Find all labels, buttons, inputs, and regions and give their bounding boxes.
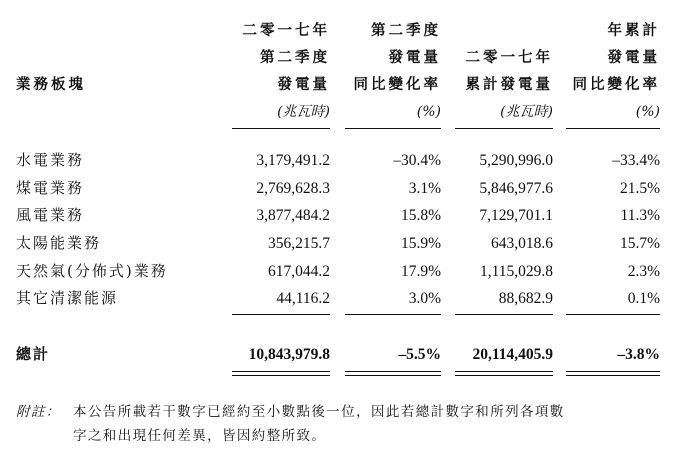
note-label: 附註： [16,404,61,420]
row-wind-ytd-generation: 7,129,701.1 [479,207,553,224]
row-label-wind: 風電業務 [16,206,85,224]
row-other-clean-q2-yoy: 3.0% [408,290,441,307]
col4-unit: (%) [635,104,660,120]
row-coal-ytd-yoy: 21.5% [619,180,660,197]
row-hydro-ytd-yoy: –33.4% [612,152,660,169]
segment-header: 業務板塊 [16,76,86,93]
row-hydro-q2-generation: 3,179,491.2 [256,152,330,169]
row-hydro-q2-yoy: –30.4% [393,152,441,169]
row-solar-ytd-generation: 643,018.6 [491,235,553,252]
total-ytd-generation: 20,114,405.9 [472,346,553,363]
row-other-clean-ytd-yoy: 0.1% [627,290,660,307]
col4-subtotal-rule [566,314,660,315]
row-gas-ytd-yoy: 2.3% [627,263,660,280]
total-q2-generation: 10,843,979.8 [248,346,330,363]
col1-header-rule [232,128,330,129]
col3-header-line1: 二零一七年 [465,49,553,66]
row-other-clean-ytd-generation: 88,682.9 [498,290,553,307]
col1-subtotal-rule [232,314,330,315]
col4-total-rule-top [566,371,660,372]
row-label-gas: 天然氣(分佈式)業務 [16,262,168,280]
col3-header-line2: 累計發電量 [465,76,553,93]
row-label-coal: 煤電業務 [16,179,85,197]
row-wind-q2-generation: 3,877,484.2 [256,207,330,224]
col3-total-rule-bottom [455,375,553,376]
row-gas-q2-generation: 617,044.2 [268,263,330,280]
col4-header-line1: 年累計 [607,22,660,39]
row-wind-q2-yoy: 15.8% [400,207,441,224]
note-line-2: 字之和出現任何差異，皆因約整所致。 [73,428,327,444]
row-label-solar: 太陽能業務 [16,234,102,252]
col4-header-rule [566,128,660,129]
row-solar-ytd-yoy: 15.7% [619,235,660,252]
row-label-other-clean: 其它清潔能源 [16,289,119,307]
row-solar-q2-generation: 356,215.7 [268,235,330,252]
row-coal-ytd-generation: 5,846,977.6 [479,180,553,197]
col1-header-line2: 第二季度 [260,49,330,66]
total-q2-yoy: –5.5% [398,346,441,363]
row-coal-q2-yoy: 3.1% [408,180,441,197]
col2-subtotal-rule [345,314,441,315]
col2-total-rule-top [345,371,441,372]
col2-header-line3: 同比變化率 [353,76,441,93]
row-gas-ytd-generation: 1,115,029.8 [479,263,553,280]
col4-total-rule-bottom [566,375,660,376]
col2-total-rule-bottom [345,375,441,376]
col1-total-rule-bottom [232,375,330,376]
row-solar-q2-yoy: 15.9% [400,235,441,252]
total-ytd-yoy: –3.8% [617,346,660,363]
row-label-total: 總計 [16,345,51,363]
col1-header-line3: 發電量 [277,76,330,93]
row-other-clean-q2-generation: 44,116.2 [276,290,330,307]
col3-header-rule [455,128,553,129]
col1-header-line1: 二零一七年 [242,22,330,39]
col4-header-line2: 發電量 [607,49,660,66]
col4-header-line3: 同比變化率 [572,76,660,93]
col2-header-rule [345,128,441,129]
col2-unit: (%) [416,104,441,120]
row-coal-q2-generation: 2,769,628.3 [256,180,330,197]
col2-header-line2: 發電量 [388,49,441,66]
col3-total-rule-top [455,371,553,372]
col1-total-rule-top [232,371,330,372]
row-wind-ytd-yoy: 11.3% [620,207,660,224]
row-label-hydro: 水電業務 [16,151,85,169]
col2-header-line1: 第二季度 [371,22,441,39]
row-gas-q2-yoy: 17.9% [400,263,441,280]
row-hydro-ytd-generation: 5,290,996.0 [479,152,553,169]
note-line-1: 本公告所載若干數字已經約至小數點後一位，因此若總計數字和所列各項數 [73,404,565,420]
col3-subtotal-rule [455,314,553,315]
col1-unit: (兆瓦時) [277,104,330,120]
col3-unit: (兆瓦時) [500,104,553,120]
